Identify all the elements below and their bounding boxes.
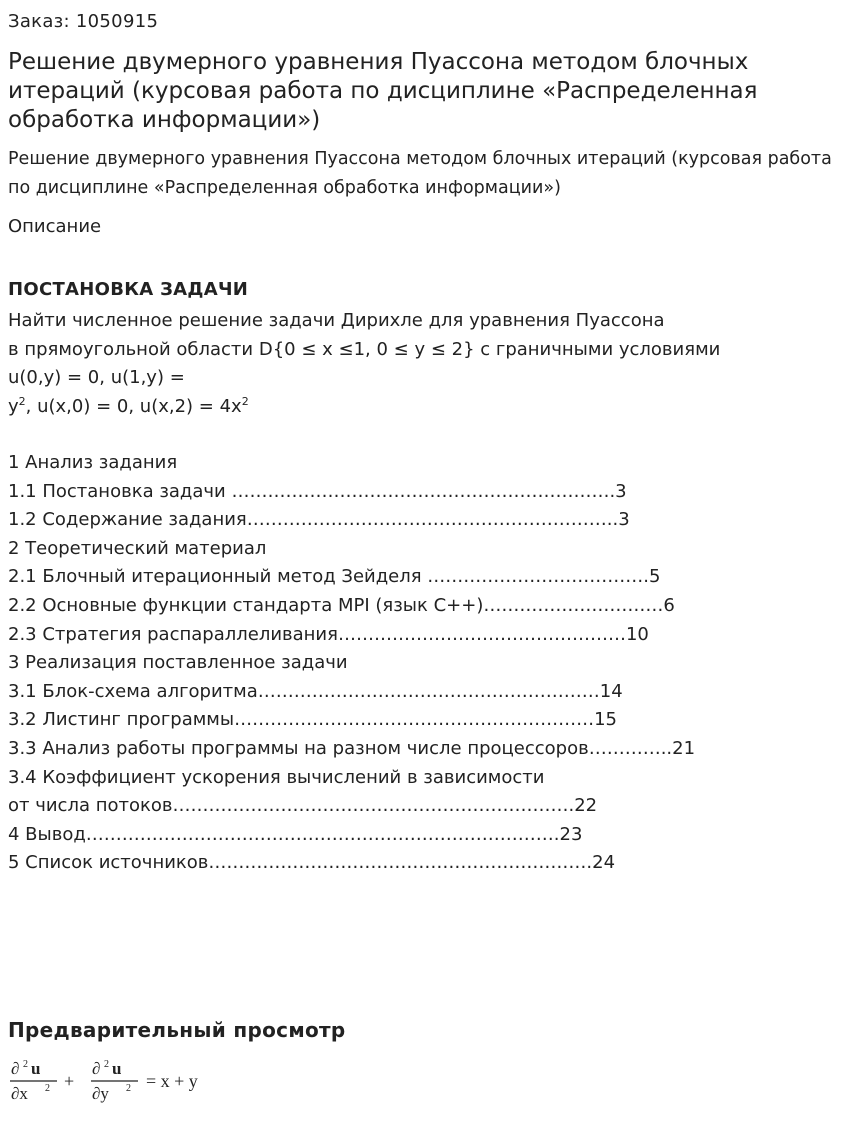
formula-rhs: = x + y [146,1071,198,1091]
toc-item: 4 Вывод…………………………………………………………………….23 [8,823,583,845]
description-label: Описание [8,216,102,237]
task-line-4 [8,393,720,422]
toc-item: от числа потоков………………………………………………………….22 [8,795,598,817]
toc-item: 3.3 Анализ работы программы на разном числе процессоров…………..21 [8,737,696,759]
task-line-3: u(0,y) = 0, u(1,y) = [8,367,185,388]
poisson-formula [8,1056,248,1106]
task-line-4-b: , u(x,0) = 0, u(x,2) = 4x [25,395,242,417]
page-subtitle: Решение двумерного уравнения Пуассона методом блочных итераций (курсовая работа по дисциплине «Распределенная обработка информации») [8,149,832,198]
formula-exp2-bottom: 2 [126,1083,131,1094]
toc-item: 2.2 Основные функции стандарта MPI (язык С++)…………………………6 [8,594,675,616]
toc-item: 1.2 Содержание задания……………………………………………………..3 [8,509,630,531]
table-of-contents [8,449,695,878]
toc-item: 3.2 Листинг программы……………………………………………………15 [8,709,618,731]
formula-d1-top: ∂ [11,1059,20,1078]
formula-plus: + [64,1071,75,1091]
toc-item: 5 Список источников……………………………………………………….24 [8,852,616,874]
toc-item: 1.1 Постановка задачи ……………………………………………………….3 [8,480,627,502]
task-heading: ПОСТАНОВКА ЗАДАЧИ [8,279,249,300]
formula-exp2-top: 2 [104,1059,109,1070]
task-text [8,307,720,421]
toc-item: 2.1 Блочный итерационный метод Зейделя ……………………………….5 [8,566,661,588]
formula-u1: u [31,1059,41,1078]
toc-item: 3.1 Блок-схема алгоритма…………………………………………………14 [8,680,623,702]
formula-exp1-top: 2 [23,1059,28,1070]
task-line-2: в прямоугольной области D{0 ≤ x ≤1, 0 ≤ y ≤ 2} с граничными условиями [8,338,721,360]
task-line-4-sup-2: 2 [241,394,249,408]
formula-u2: u [112,1059,122,1078]
formula-dx: ∂x [11,1084,28,1103]
toc-item: 1 Анализ задания [8,452,178,473]
task-line-1: Найти численное решение задачи Дирихле для уравнения Пуассона [8,310,665,331]
preview-heading: Предварительный просмотр [8,1018,346,1042]
toc-item: 2.3 Стратегия распараллеливания…………………………………………10 [8,623,649,645]
formula-d2-top: ∂ [92,1059,101,1078]
toc-item: 3 Реализация поставленное задачи [8,652,348,674]
formula-exp1-bottom: 2 [45,1083,50,1094]
formula-dy: ∂y [92,1084,109,1103]
task-line-4-sup-1: 2 [18,394,26,408]
page-title: Решение двумерного уравнения Пуассона методом блочных итераций (курсовая работа по дисциплине «Распределенная обработка информации») [8,49,758,133]
toc-item: 2 Теоретический материал [8,537,267,559]
toc-item: 3.4 Коэффициент ускорения вычислений в зависимости [8,766,545,788]
order-number: Заказ: 1050915 [8,11,159,32]
task-line-4-a: y [8,395,19,417]
